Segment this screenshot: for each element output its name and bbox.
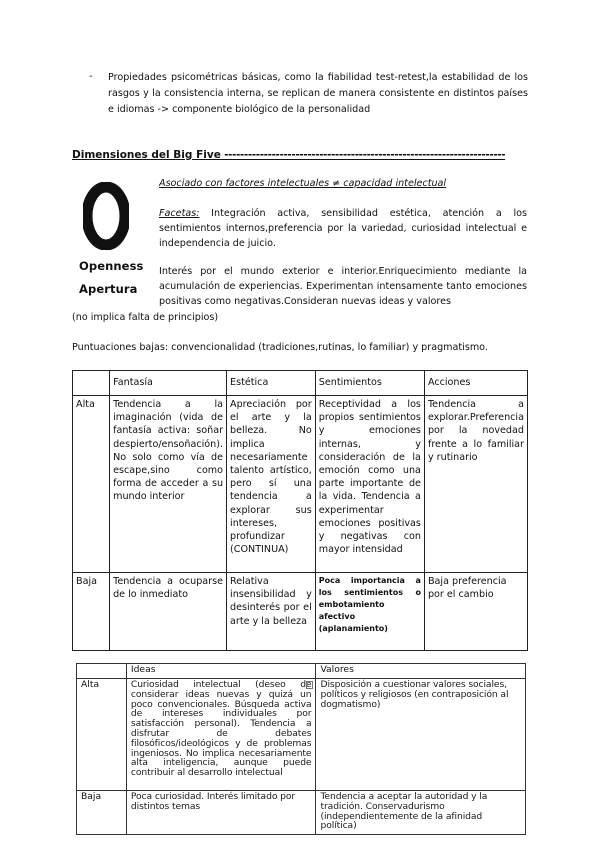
table-row	[73, 396, 528, 573]
letter-o-icon	[83, 182, 129, 250]
facets-label: Facetas:	[159, 208, 200, 219]
interest-paragraph: Interés por el mundo exterior e interior.Enriquecimiento mediante la acumulación de experiencias. Experimentan intensamente tanto emociones positivas como negativas.Consideran nuevas ideas y valores	[159, 266, 527, 307]
table-row	[73, 573, 528, 651]
table-header-row	[77, 664, 526, 679]
facets-text: Integración activa, sensibilidad estética, atención a los sentimientos internos,preferencia por la variedad, curiosidad intelectual e independencia de juicio.	[159, 208, 527, 249]
row-label: Alta	[77, 679, 127, 791]
bullet-dash: -	[89, 71, 93, 82]
row-label: Baja	[77, 791, 127, 835]
table-cell: Tendencia a explorar.Preferencia por la novedad frente a lo familiar y rutinario	[424, 396, 527, 573]
table-cell: Disposición a cuestionar valores sociales, políticos y religiosos (en contraposición al dogmatismo)	[316, 679, 526, 791]
table-header-row	[73, 371, 528, 396]
associated-heading: Asociado con factores intelectuales ≠ capacidad intelectual	[159, 178, 447, 189]
facets-table-2	[76, 663, 526, 835]
table-cell	[126, 679, 316, 791]
section-title	[72, 149, 528, 161]
table-row	[77, 679, 526, 791]
table-header-cell: Valores	[316, 664, 526, 679]
table-row	[77, 791, 526, 835]
comment-marker-icon	[306, 681, 313, 689]
section-title-text: Dimensiones del Big Five	[72, 149, 221, 161]
table-header-cell: Acciones	[424, 371, 527, 396]
logo-label-apertura: Apertura	[79, 282, 138, 296]
table-header-cell: Estética	[227, 371, 316, 396]
facets-paragraph	[159, 206, 527, 251]
logo-label-openness: Openness	[79, 259, 144, 273]
table-header-cell: Fantasía	[110, 371, 227, 396]
low-scores-text: Puntuaciones bajas: convencionalidad (tradiciones,rutinas, lo familiar) y pragmatismo.	[72, 342, 488, 353]
table-header-cell	[77, 664, 127, 679]
table-cell: Relativa insensibilidad y desinterés por el arte y la belleza	[227, 573, 316, 651]
table-cell: Tendencia a aceptar la autoridad y la tradición. Conservadurismo (independientemente de la afinidad política)	[316, 791, 526, 835]
section-title-dashes: -----------------------------------------------------------------------	[220, 149, 506, 161]
table-cell: Poca importancia a los sentimientos o embotamiento afectivo (aplanamiento)	[315, 573, 424, 651]
table-cell: Poca curiosidad. Interés limitado por distintos temas	[126, 791, 316, 835]
table-cell: Apreciación por el arte y la belleza. No implica necesariamente talento artístico, pero sí una tendencia a explorar sus intereses, profundizar (CONTINUA)	[227, 396, 316, 573]
table-header-cell	[73, 371, 110, 396]
row-label: Baja	[73, 573, 110, 651]
table-cell: Baja preferencia por el cambio	[424, 573, 527, 651]
table-header-cell: Ideas	[126, 664, 316, 679]
table-cell: Tendencia a la imaginación (vida de fantasía activa: soñar despierto/ensoñación). No solo como vía de escape,sino como forma de acceder a su mundo interior	[110, 396, 227, 573]
row-label: Alta	[73, 396, 110, 573]
table-cell-text: Curiosidad intelectual (deseo de considerar ideas nuevas y quizá un poco convencionales. Búsqueda activa de intereses individuales por satisfacción personal). Tendencia a disfrutar de debates filosóficos/ideológicos y de problemas ingeniosos. No implica necesariamente alta inteligencia, aunque puede contribuir al desarrollo intelectual	[130, 679, 312, 779]
interest-tail: (no implica falta de principios)	[72, 312, 219, 323]
table-header-cell: Sentimientos	[315, 371, 424, 396]
table-cell: Tendencia a ocuparse de lo inmediato	[110, 573, 227, 651]
facets-table-1	[72, 370, 528, 651]
table-cell: Receptividad a los propios sentimientos y emociones internas, y consideración de la emoción como una parte importante de la vida. Tendencia a experimentar emociones positivas y negativas con mayor intensidad	[315, 396, 424, 573]
bullet-text: Propiedades psicométricas básicas, como la fiabilidad test-retest,la estabilidad de los rasgos y la consistencia interna, se replican de manera consistente en distintos países e idiomas -> componente biológico de la personalidad	[108, 72, 528, 115]
